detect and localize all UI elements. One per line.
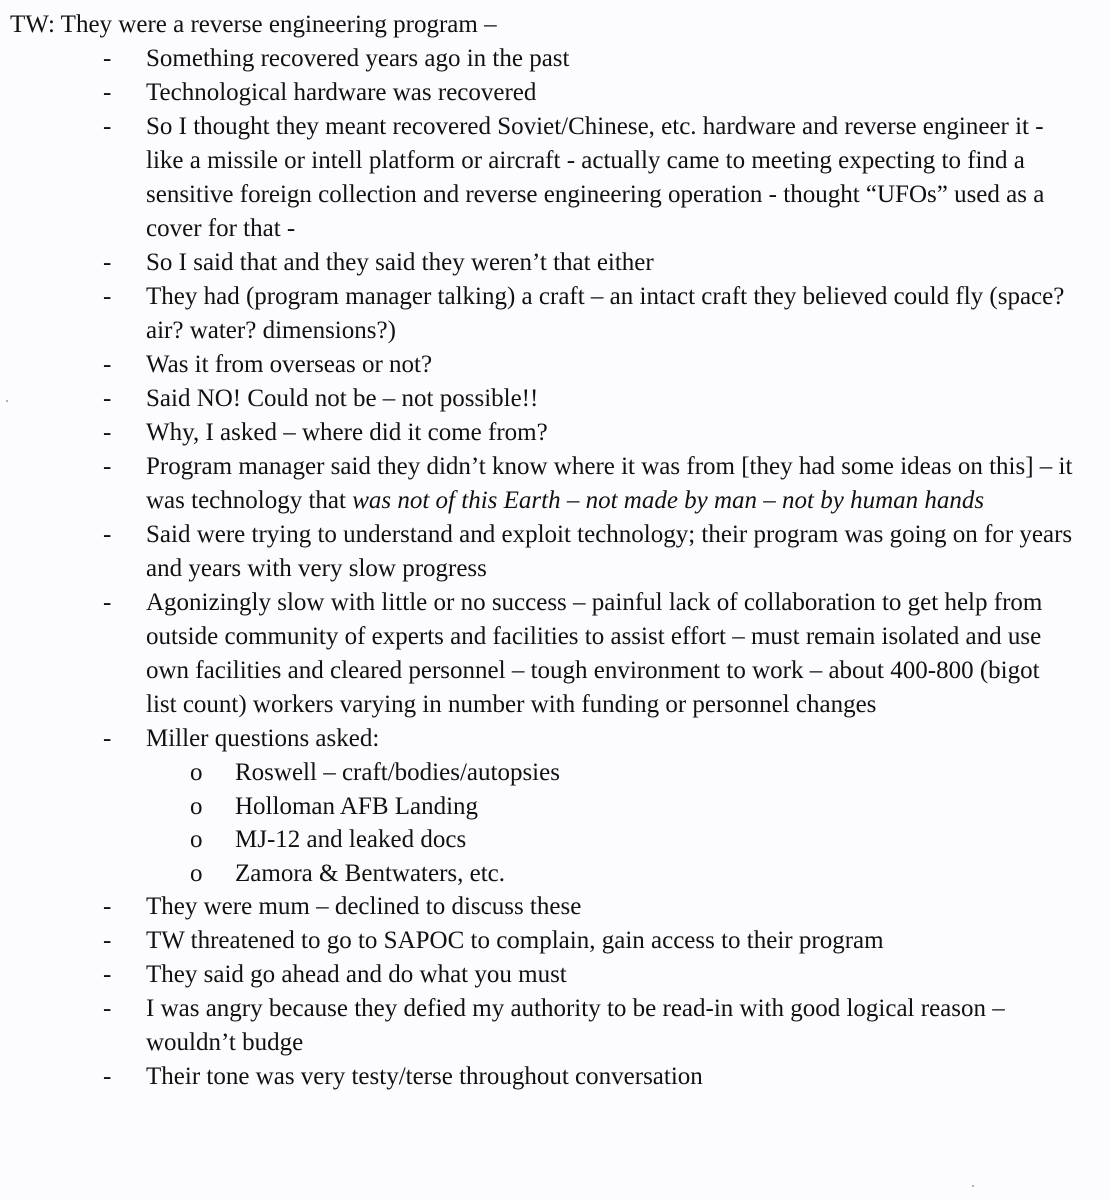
list-item-text: So I thought they meant recovered Soviet/Chinese, etc. hardware and reverse engineer it - like a missile or intell platform or aircraft - actually came to meeting expecting to find a sensitive foreign collection and reverse engineering operation - thought “UFOs” used as a cover for that - [146, 113, 1045, 242]
list-item-text: Said were trying to understand and exploit technology; their program was going on for years and years with very slow progress [146, 521, 1073, 582]
list-item [0, 890, 1110, 924]
dash-marker: - [103, 893, 112, 920]
list-item-text: I was angry because they defied my authority to be read-in with good logical reason – wouldn’t budge [146, 995, 1005, 1056]
list-item-text [146, 450, 1076, 518]
list-item [0, 924, 1110, 958]
dash-marker: - [103, 45, 112, 72]
list-item [0, 958, 1110, 992]
dash-marker: - [103, 927, 112, 954]
list-item [0, 110, 1110, 246]
list-item-text: Something recovered years ago in the past [146, 45, 570, 72]
dash-marker: - [103, 419, 112, 446]
dash-marker: - [103, 113, 112, 140]
dash-marker: - [103, 249, 112, 276]
circle-bullet-marker: o [190, 792, 203, 820]
scan-speck [972, 1185, 974, 1187]
list-item-text: Was it from overseas or not? [146, 351, 433, 378]
list-item [0, 348, 1110, 382]
dash-marker: - [103, 283, 112, 310]
list-item [0, 280, 1110, 348]
list-item-text: Why, I asked – where did it come from? [146, 419, 548, 446]
questions-sublist [0, 756, 1110, 890]
circle-bullet-marker: o [190, 759, 203, 786]
sub-list-item-text: Holloman AFB Landing [235, 792, 479, 820]
dash-marker: - [103, 725, 112, 752]
list-item [0, 518, 1110, 586]
list-item [0, 416, 1110, 450]
sub-list-item-text: Zamora & Bentwaters, etc. [235, 859, 506, 887]
dash-marker: - [103, 995, 112, 1022]
list-item [0, 246, 1110, 280]
list-item-text-plain: Program manager said they didn’t know where it was from [they had some ideas on this] – it was technology that [146, 453, 1073, 514]
list-item [0, 42, 1110, 76]
dash-marker: - [103, 521, 112, 548]
sub-list-item [0, 756, 1110, 790]
list-item [0, 722, 1110, 756]
list-item-text: So I said that and they said they weren’t that either [146, 249, 654, 276]
sub-list-item [0, 823, 1110, 857]
list-item [0, 992, 1110, 1060]
dash-marker: - [103, 453, 112, 480]
scan-speck [6, 400, 8, 402]
list-item [0, 586, 1110, 722]
list-item-text: Miller questions asked: [146, 725, 380, 752]
list-item-text: Agonizingly slow with little or no success – painful lack of collaboration to get help from outside community of experts and facilities to assist effort – must remain isolated and use own facilities and cleared personnel – tough environment to work – about 400-800 (bigot list count) workers varying in number with funding or personnel changes [146, 589, 1043, 718]
sub-list-item-text: MJ-12 and leaked docs [235, 826, 467, 853]
notes-list-continued [0, 890, 1110, 1094]
dash-marker: - [103, 79, 112, 106]
list-item-text: They had (program manager talking) a craft – an intact craft they believed could fly (space? air? water? dimensions?) [146, 283, 1065, 344]
sub-list-item-text: Roswell – craft/bodies/autopsies [235, 759, 560, 786]
dash-marker: - [103, 589, 112, 616]
list-item [0, 76, 1110, 110]
list-item-text: Their tone was very testy/terse throughout conversation [146, 1063, 703, 1090]
list-item-text-italic: was not of this Earth – not made by man – not by human hands [352, 487, 985, 514]
list-item-text: TW threatened to go to SAPOC to complain, gain access to their program [146, 927, 884, 954]
sub-list-item [0, 790, 1110, 824]
list-item-text: Technological hardware was recovered [146, 79, 537, 106]
list-item-text: They were mum – declined to discuss these [146, 893, 582, 920]
list-item-text: Said NO! Could not be – not possible!! [146, 385, 539, 412]
dash-marker: - [103, 1063, 112, 1090]
circle-bullet-marker: o [190, 859, 203, 887]
dash-marker: - [103, 351, 112, 378]
dash-marker: - [103, 385, 112, 412]
notes-list [0, 42, 1110, 756]
list-item [0, 450, 1110, 518]
circle-bullet-marker: o [190, 826, 203, 853]
document-heading: TW: They were a reverse engineering program – [10, 11, 497, 38]
list-item [0, 1060, 1110, 1094]
sub-list-item [0, 857, 1110, 891]
list-item [0, 382, 1110, 416]
dash-marker: - [103, 961, 112, 988]
list-item-text: They said go ahead and do what you must [146, 961, 567, 988]
